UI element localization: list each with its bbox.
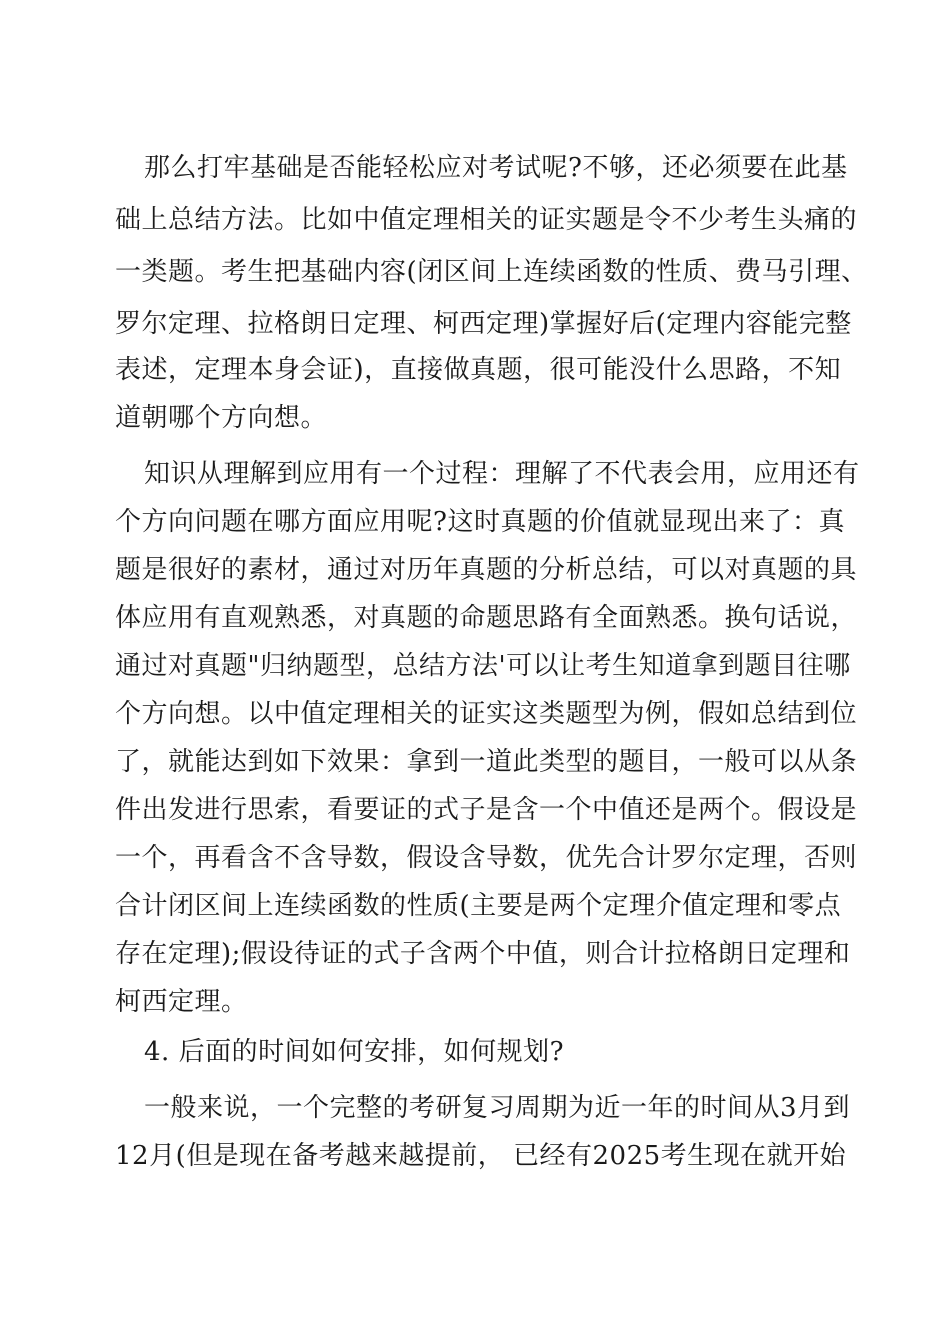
text-line: 柯西定理。 <box>115 987 248 1017</box>
text-line: 一个，再看含不含导数，假设含导数，优先合计罗尔定理，否则 <box>115 843 858 873</box>
text-line: 罗尔定理、拉格朗日定理、柯西定理)掌握好后(定理内容能完整 <box>115 309 852 339</box>
text-line: 题是很好的素材，通过对历年真题的分析总结，可以对真题的具 <box>115 555 858 585</box>
text-line: 表述，定理本身会证)，直接做真题，很可能没什么思路，不知 <box>115 355 842 385</box>
text-line: 件出发进行思索，看要证的式子是含一个中值还是两个。假设是 <box>115 795 858 825</box>
text-line: 道朝哪个方向想。 <box>115 403 328 433</box>
text-line: 通过对真题"归纳题型，总结方法'可以让考生知道拿到题目往哪 <box>115 651 851 681</box>
text-line: 知识从理解到应用有一个过程：理解了不代表会用，应用还有 <box>144 459 860 489</box>
text-line: 个方向想。以中值定理相关的证实这类题型为例，假如总结到位 <box>115 699 858 729</box>
text-line: 存在定理);假设待证的式子含两个中值，则合计拉格朗日定理和 <box>115 939 851 969</box>
text-line: 那么打牢基础是否能轻松应对考试呢?不够，还必须要在此基 <box>144 153 848 183</box>
text-line: 个方向问题在哪方面应用呢?这时真题的价值就显现出来了：真 <box>115 507 845 537</box>
text-line: 体应用有直观熟悉，对真题的命题思路有全面熟悉。换句话说， <box>115 603 858 633</box>
text-line: 础上总结方法。比如中值定理相关的证实题是令不少考生头痛的 <box>115 205 858 235</box>
text-line: 了，就能达到如下效果：拿到一道此类型的题目，一般可以从条 <box>115 747 858 777</box>
text-line: 一般来说，一个完整的考研复习周期为近一年的时间从3月到 <box>144 1093 851 1123</box>
text-line: 12月(但是现在备考越来越提前， 已经有2025考生现在就开始 <box>115 1141 847 1171</box>
text-line: 合计闭区间上连续函数的性质(主要是两个定理介值定理和零点 <box>115 891 842 921</box>
section-heading: 4. 后面的时间如何安排，如何规划? <box>144 1037 565 1067</box>
text-line: 一类题。考生把基础内容(闭区间上连续函数的性质、费马引理、 <box>115 257 868 287</box>
